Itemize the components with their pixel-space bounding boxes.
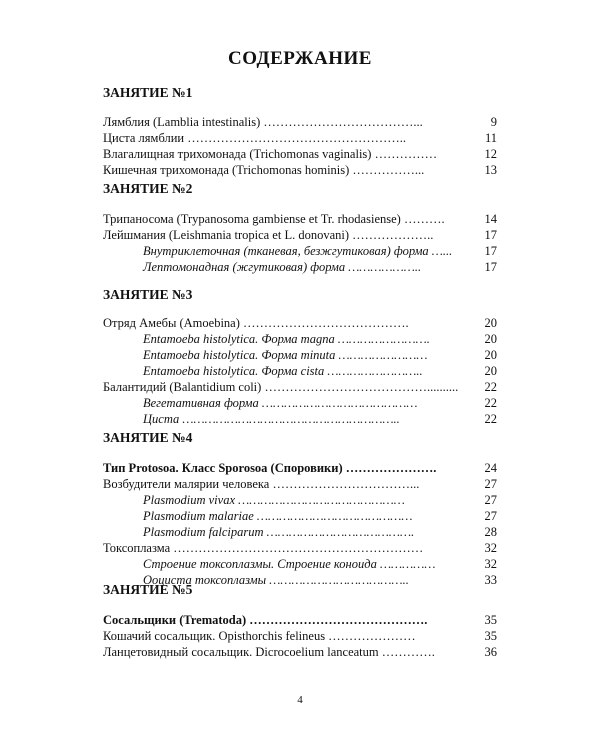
page-title: СОДЕРЖАНИЕ (228, 48, 372, 69)
toc-entry-text: Влагалищная трихомонада (Trichomonas vaginalis) …………… (103, 147, 438, 161)
section-heading: ЗАНЯТИЕ №5 (103, 582, 193, 597)
toc-entry-page-number: 11 (484, 131, 497, 145)
toc-entry[interactable] (103, 163, 424, 178)
toc-entry-page-number: 32 (484, 557, 497, 571)
toc-entry[interactable] (143, 332, 430, 347)
toc-entry[interactable] (103, 316, 409, 331)
toc-entry[interactable] (143, 260, 421, 275)
toc-entry-page-number: 13 (484, 163, 497, 177)
toc-entry-page-number: 35 (484, 613, 497, 627)
toc-entry-text: Plasmodium malariae …………………………………… (143, 509, 413, 523)
toc-entry[interactable] (143, 509, 413, 524)
toc-entry[interactable] (103, 131, 406, 146)
toc-entry[interactable] (143, 493, 405, 508)
toc-entry-page-number: 33 (484, 573, 497, 587)
toc-entry[interactable] (103, 629, 416, 644)
toc-entry[interactable] (143, 348, 427, 363)
toc-entry-text: Кошачий сосальщик. Opisthorchis felineus ………………… (103, 629, 416, 643)
section-heading: ЗАНЯТИЕ №1 (103, 85, 193, 100)
toc-entry-text: Трипаносома (Trypanosoma gambiense et Tr. rhodasiense) ………. (103, 212, 445, 226)
toc-entry-page-number: 22 (484, 396, 497, 410)
toc-entry[interactable] (103, 212, 445, 227)
toc-entry[interactable] (103, 115, 423, 130)
toc-entry-page-number: 27 (484, 493, 497, 507)
section-heading: ЗАНЯТИЕ №2 (103, 181, 193, 196)
toc-entry-text: Лейшмания (Leishmania tropica et L. donovani) ……………….. (103, 228, 434, 242)
toc-entry-text: Вегетативная форма …………………………………… (143, 396, 418, 410)
toc-entry-page-number: 36 (484, 645, 497, 659)
toc-entry[interactable] (143, 364, 423, 379)
toc-entry[interactable] (143, 525, 414, 540)
toc-entry[interactable] (103, 461, 436, 476)
toc-entry-text: Тип Protosoa. Класс Sporosoa (Споровики) …………………. (103, 461, 437, 475)
toc-entry[interactable] (143, 557, 436, 572)
toc-entry-page-number: 32 (484, 541, 497, 555)
toc-entry-text: Балантидий (Balantidium coli) ………………………………….......... (103, 380, 459, 394)
toc-entry-text: Ооциста токсоплазмы ……………………………….. (143, 573, 409, 587)
toc-entry-text: Возбудители малярии человека ……………………………... (103, 477, 420, 491)
toc-entry-page-number: 27 (484, 477, 497, 491)
toc-entry-text: Лямблия (Lamblia intestinalis) ………………………………... (103, 115, 423, 129)
toc-entry-page-number: 12 (484, 147, 497, 161)
toc-entry-page-number: 17 (484, 260, 497, 274)
toc-entry[interactable] (103, 645, 435, 660)
toc-entry-text: Лептомонадная (жгутиковая) форма ……………….. (143, 260, 422, 274)
toc-entry-text: Циста ………………………………………………….. (143, 412, 400, 426)
page-number: 4 (297, 694, 303, 706)
toc-entry-page-number: 20 (484, 348, 497, 362)
toc-entry-page-number: 14 (484, 212, 497, 226)
toc-entry-text: Entamoeba histolytica. Форма magna ……………………. (143, 332, 430, 346)
toc-entry-page-number: 17 (484, 244, 497, 258)
toc-entry-page-number: 22 (484, 380, 497, 394)
toc-entry[interactable] (103, 541, 423, 556)
toc-entry-page-number: 24 (484, 461, 497, 475)
toc-entry-text: Кишечная трихомонада (Trichomonas hominis) ……………... (103, 163, 425, 177)
section-heading: ЗАНЯТИЕ №4 (103, 430, 193, 445)
toc-entry-page-number: 35 (484, 629, 497, 643)
toc-entry[interactable] (103, 380, 458, 395)
toc-entry-text: Циста лямблии …………………………………………….. (103, 131, 406, 145)
toc-entry[interactable] (143, 396, 418, 411)
toc-entry-page-number: 20 (484, 364, 497, 378)
toc-entry-page-number: 27 (484, 509, 497, 523)
toc-entry-page-number: 28 (484, 525, 497, 539)
toc-entry-text: Сосальщики (Trematoda) ……………………………………. (103, 613, 428, 627)
toc-entry-text: Entamoeba histolytica. Форма cista …………………….. (143, 364, 423, 378)
toc-entry[interactable] (103, 477, 419, 492)
toc-entry-text: Строение токсоплазмы. Строение коноида …………… (143, 557, 436, 571)
toc-entry-page-number: 20 (484, 316, 497, 330)
section-heading: ЗАНЯТИЕ №3 (103, 287, 193, 302)
toc-entry-text: Токсоплазма …………………………………………………… (103, 541, 424, 555)
toc-entry-page-number: 9 (490, 115, 497, 129)
toc-entry[interactable] (143, 412, 400, 427)
toc-entry-page-number: 22 (484, 412, 497, 426)
toc-entry-text: Ланцетовидный сосальщик. Dicrocoelium lanceatum …………. (103, 645, 435, 659)
toc-entry[interactable] (103, 228, 433, 243)
toc-entry-text: Entamoeba histolytica. Форма minuta …………………… (143, 348, 428, 362)
toc-entry-text: Внутриклеточная (тканевая, безжгутиковая) форма …... (143, 244, 453, 258)
toc-entry-text: Plasmodium vivax ……………………………………… (143, 493, 405, 507)
toc-entry-text: Отряд Амебы (Amoebina) …………………………………. (103, 316, 409, 330)
toc-entry[interactable] (103, 147, 437, 162)
toc-entry[interactable] (143, 244, 452, 259)
toc-entry-page-number: 20 (484, 332, 497, 346)
toc-entry-text: Plasmodium falciparum …………………………………. (143, 525, 415, 539)
toc-entry-page-number: 17 (484, 228, 497, 242)
toc-entry[interactable] (103, 613, 427, 628)
